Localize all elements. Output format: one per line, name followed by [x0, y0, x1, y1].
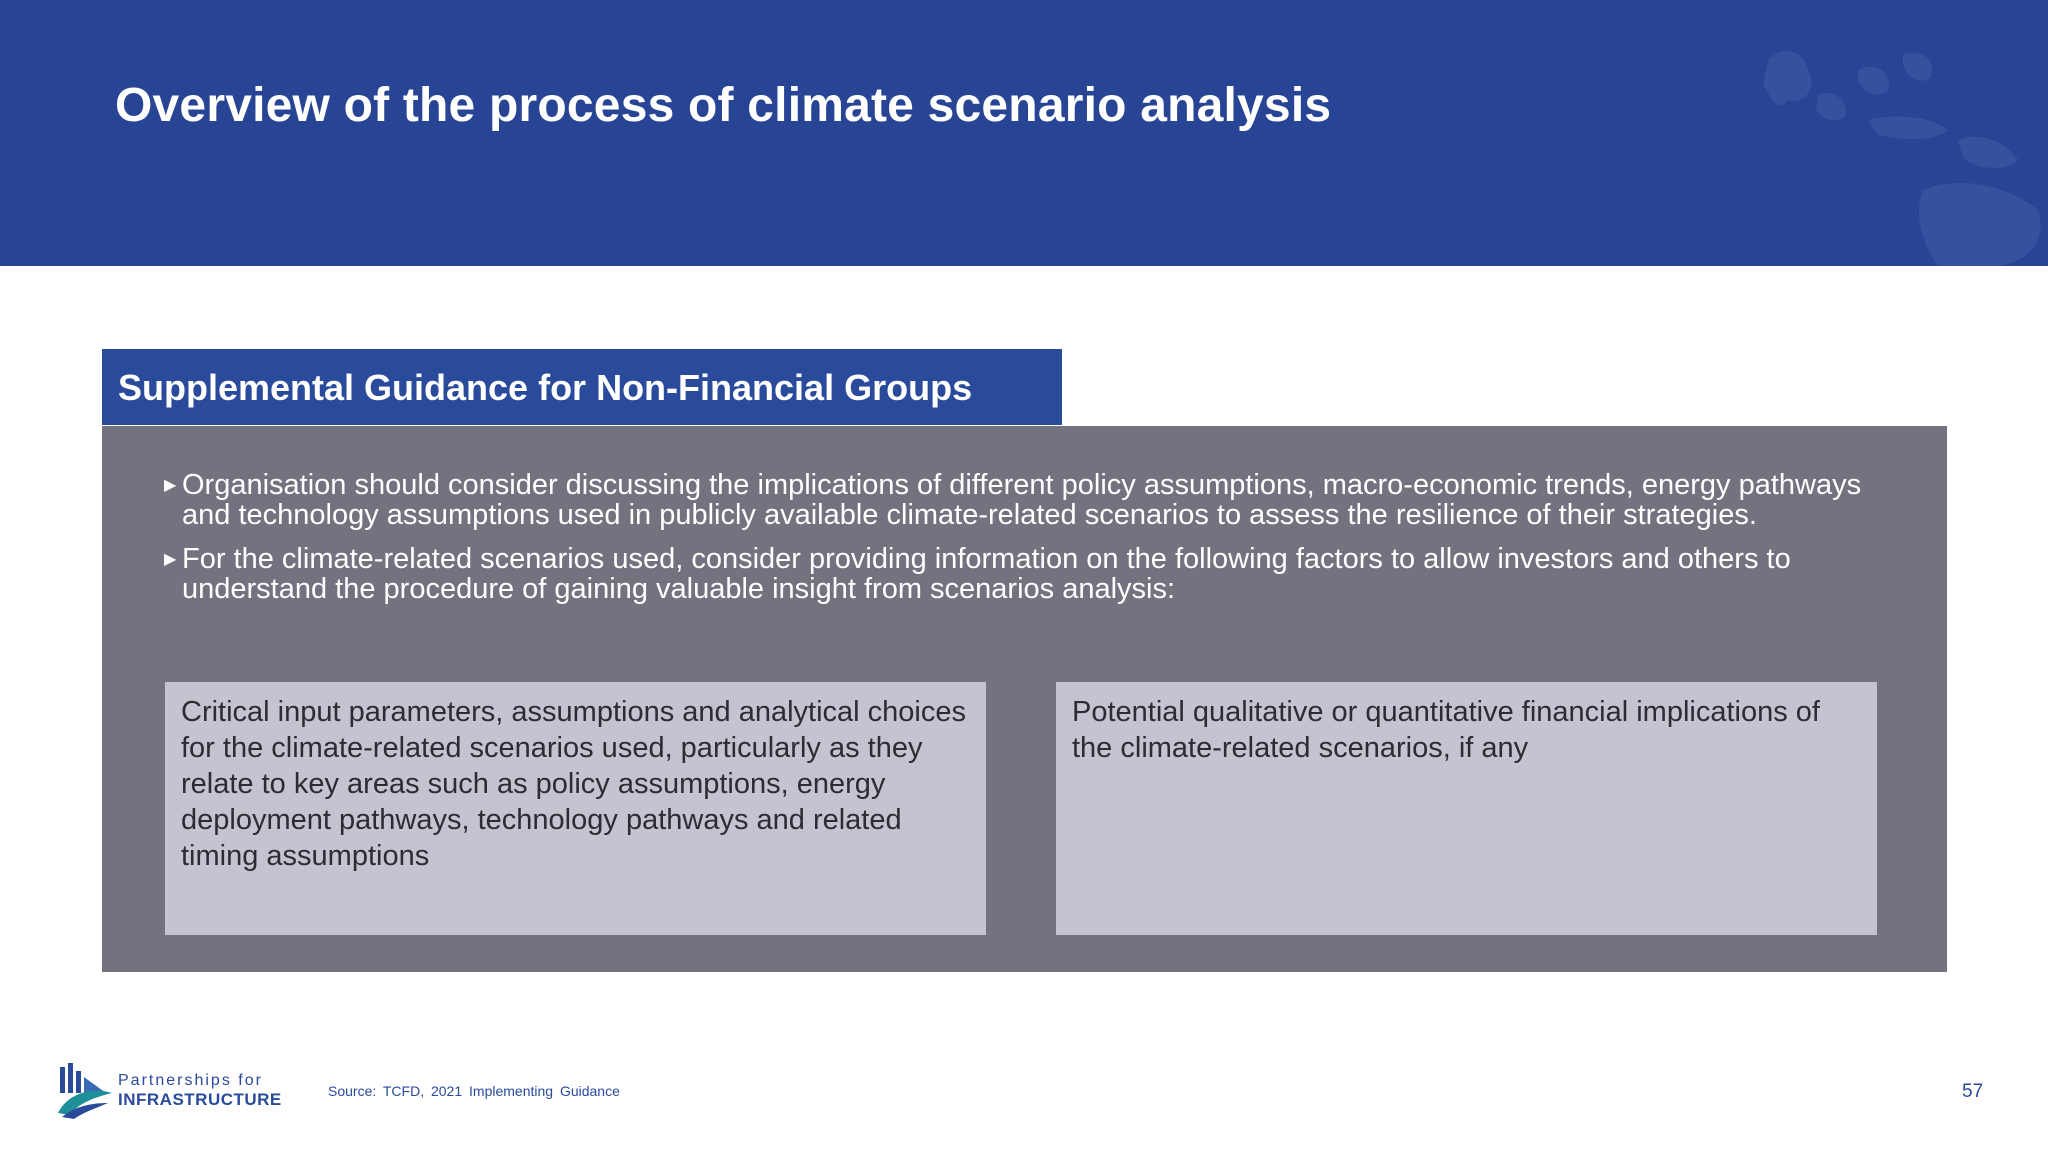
factor-box-input-parameters: Critical input parameters, assumptions and analytical choices for the climate-related scenarios used, particularly as they relate to key areas such as policy assumptions, energy deployment pathways, technology pathways and related timing assumptions	[165, 682, 986, 935]
partnerships-logo	[56, 1063, 296, 1123]
bullet-item	[162, 544, 1882, 604]
slide-header	[0, 0, 2048, 266]
section-heading-tab	[102, 349, 1062, 425]
source-citation: Source: TCFD, 2021 Implementing Guidance	[328, 1083, 620, 1099]
world-map-decoration	[1708, 0, 2048, 266]
logo-mark-icon	[56, 1063, 114, 1119]
bullet-text: Organisation should consider discussing the implications of different policy assumptions, macro-economic trends, energy pathways and technology assumptions used in publicly available climate-related scenarios to assess the resilience of their strategies.	[182, 469, 1862, 531]
bullet-item	[162, 470, 1882, 530]
logo-line-2: INFRASTRUCTURE	[118, 1090, 282, 1109]
page-number: 57	[1962, 1081, 1984, 1102]
bullet-list	[162, 470, 1882, 618]
bullet-text: For the climate-related scenarios used, consider providing information on the following factors to allow investors and others to understand the procedure of gaining valuable insight from scenarios analysis:	[182, 543, 1791, 605]
factor-box-financial-implications: Potential qualitative or quantitative financial implications of the climate-related scenarios, if any	[1056, 682, 1877, 935]
slide-title: Overview of the process of climate scenario analysis	[115, 79, 1332, 132]
guidance-panel	[102, 426, 1947, 972]
triangle-bullet-icon: ▶	[164, 477, 177, 494]
section-heading: Supplemental Guidance for Non-Financial Groups	[118, 367, 973, 408]
triangle-bullet-icon: ▶	[164, 551, 177, 568]
logo-line-1: Partnerships for	[118, 1072, 263, 1089]
logo-text	[118, 1072, 282, 1110]
